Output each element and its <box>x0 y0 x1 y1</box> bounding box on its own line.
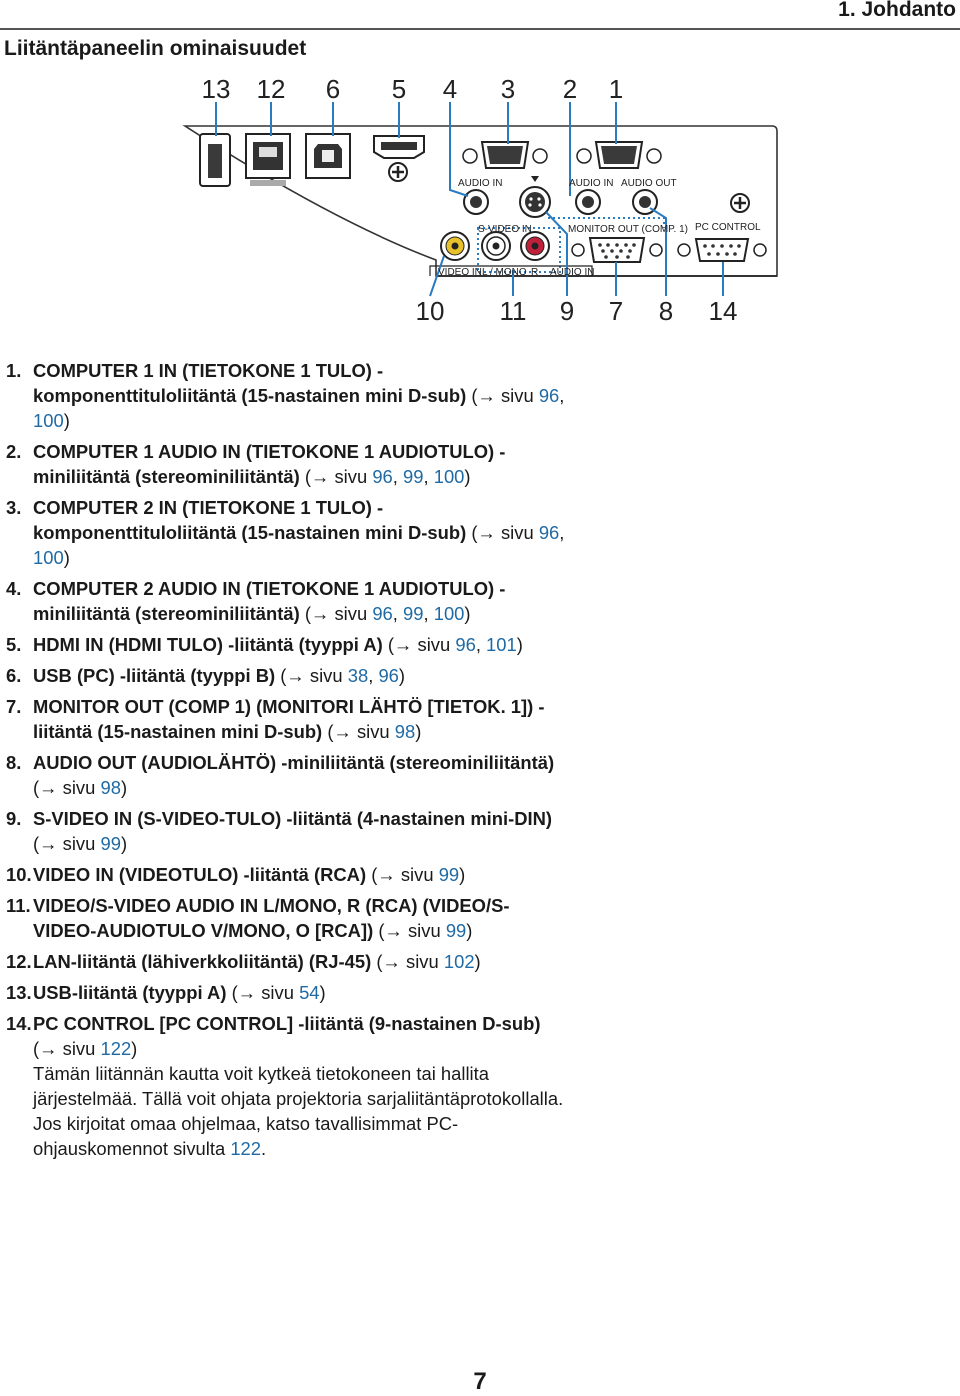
callout-8: 8 <box>658 296 674 326</box>
callout-3: 3 <box>500 74 516 104</box>
audio-r-rca-icon <box>521 232 549 260</box>
page-reference: (→ sivu 96, 100) <box>33 385 565 431</box>
page-link[interactable]: 99 <box>438 864 460 885</box>
page-reference: (→ sivu 38, 96) <box>280 665 406 686</box>
item-body <box>33 495 566 570</box>
arrow-icon: → <box>377 864 396 885</box>
page-reference: (→ sivu 98) <box>327 721 422 742</box>
note-text: Tämän liitännän kautta voit kytkeä tietokoneen tai hallita järjestelmää. Tällä voit ohjata projektoria sarjaliitäntäprotokollalla. Jos kirjoitat omaa ohjelmaa, katso tavallisimmat PC-ohjauskomennot sivulta <box>33 1063 564 1159</box>
arrow-icon: → <box>310 603 330 624</box>
item-body <box>33 750 566 800</box>
item-index: 2. <box>6 441 22 462</box>
callout-4: 4 <box>442 74 458 104</box>
item-text: COMPUTER 2 IN (TIETOKONE 1 TULO) -komponenttituloliitäntä (15-nastainen mini D-sub) <box>33 497 467 543</box>
arrow-icon: → <box>384 920 403 941</box>
arrow-icon: → <box>310 466 330 487</box>
callout-7: 7 <box>608 296 624 326</box>
ref-word: sivu <box>356 721 390 742</box>
arrow-icon: → <box>333 721 352 742</box>
item-body <box>33 949 566 974</box>
ref-word: sivu <box>406 951 439 972</box>
item-body <box>33 439 566 489</box>
page-reference: (→ sivu 99) <box>33 833 128 854</box>
chapter-title: 1. Johdanto <box>838 0 956 21</box>
item-index: 5. <box>6 634 22 655</box>
item-text: AUDIO OUT (AUDIOLÄHTÖ) -miniliitäntä (stereominiliitäntä) <box>33 752 555 773</box>
callout-10: 10 <box>415 296 445 326</box>
item-text: USB-liitäntä (tyyppi A) <box>33 982 227 1003</box>
page-link[interactable]: 96 <box>372 466 393 487</box>
page-link[interactable]: 98 <box>100 777 121 798</box>
label-r: R <box>531 267 539 278</box>
page-reference: (→ sivu 102) <box>376 951 481 972</box>
page-link[interactable]: 98 <box>394 721 416 742</box>
page-reference: (→ sivu 99) <box>378 920 473 941</box>
ref-word: sivu <box>407 920 441 941</box>
item-index: 8. <box>6 752 22 773</box>
item-text: S-VIDEO IN (S-VIDEO-TULO) -liitäntä (4-nastainen mini-DIN) <box>33 808 553 829</box>
page-link[interactable]: 54 <box>299 982 320 1003</box>
ref-word: sivu <box>500 522 534 543</box>
item-note: Tämän liitännän kautta voit kytkeä tietokoneen tai hallita järjestelmää. Tällä voit ohjata projektoria sarjaliitäntäprotokollalla. Jos kirjoitat omaa ohjelmaa, katso tavallisimmat PC-ohjauskomennot sivulta 122. <box>33 1063 564 1159</box>
page-reference: (→ sivu 96, 100) <box>33 522 565 568</box>
page-number: 7 <box>473 1368 487 1395</box>
list-item <box>6 576 566 626</box>
arrow-icon: → <box>286 665 305 686</box>
page-link[interactable]: 38 <box>347 665 369 686</box>
page-reference: (→ sivu 98) <box>33 777 128 798</box>
ground-screw-icon <box>389 163 407 181</box>
item-index: 9. <box>6 808 22 829</box>
ref-word: sivu <box>400 864 434 885</box>
page-reference: (→ sivu 96, 99, 100) <box>304 603 471 624</box>
label-audio-in-rca: AUDIO IN <box>550 267 595 278</box>
label-l-mono: L / MONO <box>482 267 527 278</box>
callout-14: 14 <box>708 296 738 326</box>
usb-a-port-icon <box>200 134 230 186</box>
page-link[interactable]: 101 <box>486 634 517 655</box>
item-text: COMPUTER 1 IN (TIETOKONE 1 TULO) -komponenttituloliitäntä (15-nastainen mini D-sub) <box>33 360 467 406</box>
item-index: 1. <box>6 360 22 381</box>
ref-word: sivu <box>334 603 368 624</box>
arrow-icon: → <box>382 951 401 972</box>
list-item <box>6 806 566 856</box>
page-link[interactable]: 100 <box>33 547 64 568</box>
arrow-icon: → <box>39 833 58 854</box>
item-text: USB (PC) -liitäntä (tyyppi B) <box>33 665 276 686</box>
page-link[interactable]: 99 <box>403 603 424 624</box>
ref-word: sivu <box>500 385 534 406</box>
item-index: 11. <box>6 895 31 916</box>
item-body <box>33 862 566 887</box>
page-link[interactable]: 100 <box>33 410 64 431</box>
item-index: 10. <box>6 864 32 885</box>
item-index: 3. <box>6 497 22 518</box>
callout-11: 11 <box>499 296 527 326</box>
item-text: HDMI IN (HDMI TULO) -liitäntä (tyyppi A) <box>33 634 383 655</box>
page-link[interactable]: 99 <box>100 833 121 854</box>
page-link[interactable]: 96 <box>372 603 393 624</box>
label-audio-in-1: AUDIO IN <box>569 178 614 189</box>
arrow-icon: → <box>39 1038 58 1059</box>
item-text: LAN-liitäntä (lähiverkkoliitäntä) (RJ-45) <box>33 951 372 972</box>
arrow-icon: → <box>477 385 496 406</box>
item-body <box>33 576 566 626</box>
callout-1: 1 <box>608 74 624 104</box>
page-link[interactable]: 96 <box>538 385 560 406</box>
callout-13: 13 <box>201 74 231 104</box>
connector-list <box>6 358 566 1167</box>
arrow-icon: → <box>393 634 413 655</box>
usb-b-port-icon <box>306 134 350 178</box>
page-link[interactable]: 96 <box>455 634 476 655</box>
list-item <box>6 750 566 800</box>
page-heading: Liitäntäpaneelin ominaisuudet <box>4 37 307 60</box>
page-link[interactable]: 99 <box>403 466 424 487</box>
item-index: 13. <box>6 982 32 1003</box>
video-in-rca-icon <box>441 232 469 260</box>
list-item <box>6 495 566 570</box>
item-body <box>33 980 566 1005</box>
page-link[interactable]: 99 <box>445 920 467 941</box>
item-index: 14. <box>6 1013 32 1034</box>
item-text: COMPUTER 2 AUDIO IN (TIETOKONE 1 AUDIOTULO) -miniliitäntä (stereominiliitäntä) <box>33 578 506 624</box>
page-reference: (→ sivu 54) <box>231 982 326 1003</box>
hdmi-port-icon <box>374 136 424 158</box>
list-item <box>6 358 566 433</box>
page-reference: (→ sivu 99) <box>371 864 466 885</box>
ref-word: sivu <box>334 466 368 487</box>
page-link[interactable]: 96 <box>538 522 560 543</box>
list-item <box>6 862 566 887</box>
list-item <box>6 439 566 489</box>
item-index: 12. <box>6 951 32 972</box>
page-link[interactable]: 122 <box>230 1138 262 1159</box>
callout-5: 5 <box>391 74 407 104</box>
item-body <box>33 358 566 433</box>
ground-screw-icon <box>731 194 749 212</box>
page-reference: (→ sivu 96, 99, 100) <box>304 466 471 487</box>
arrow-icon: → <box>237 982 257 1003</box>
connector-panel-diagram <box>0 0 960 340</box>
item-index: 7. <box>6 696 22 717</box>
label-s-video-in: S-VIDEO IN <box>478 224 532 235</box>
label-monitor-out: MONITOR OUT (COMP. 1) <box>568 224 689 235</box>
callout-12: 12 <box>256 74 286 104</box>
page-link[interactable]: 122 <box>100 1038 132 1059</box>
callout-2: 2 <box>562 74 578 104</box>
audio-l-rca-icon <box>482 232 510 260</box>
item-body <box>33 632 566 657</box>
label-pc-control: PC CONTROL <box>695 222 761 233</box>
page-link[interactable]: 100 <box>433 603 465 624</box>
label-video-in: VIDEO IN <box>438 267 482 278</box>
page-link[interactable]: 102 <box>443 951 475 972</box>
item-body <box>33 893 566 943</box>
list-item <box>6 694 566 744</box>
item-body <box>33 694 566 744</box>
item-index: 6. <box>6 665 22 686</box>
audio-in-2-jack-icon <box>464 190 488 214</box>
ref-word: sivu <box>62 777 96 798</box>
list-item <box>6 663 566 688</box>
item-text: VIDEO/S-VIDEO AUDIO IN L/MONO, R (RCA) (VIDEO/S-VIDEO-AUDIOTULO V/MONO, O [RCA]) <box>33 895 510 941</box>
item-text: MONITOR OUT (COMP 1) (MONITORI LÄHTÖ [TIETOK. 1]) -liitäntä (15-nastainen mini D-sub) <box>33 696 545 742</box>
ref-word: sivu <box>417 634 451 655</box>
page-link[interactable]: 96 <box>378 665 399 686</box>
list-item <box>6 632 566 657</box>
item-body <box>33 806 566 856</box>
label-audio-out: AUDIO OUT <box>621 178 677 189</box>
lan-port-icon <box>246 134 290 186</box>
arrow-icon: → <box>39 777 58 798</box>
list-item <box>6 980 566 1005</box>
page-reference: (→ sivu 122) <box>33 1038 138 1059</box>
item-text: PC CONTROL [PC CONTROL] -liitäntä (9-nastainen D-sub) <box>33 1013 541 1034</box>
item-body <box>33 663 566 688</box>
item-index: 4. <box>6 578 22 599</box>
callout-9: 9 <box>559 296 575 326</box>
item-text: COMPUTER 1 AUDIO IN (TIETOKONE 1 AUDIOTULO) -miniliitäntä (stereominiliitäntä) <box>33 441 506 487</box>
ref-word: sivu <box>62 1038 96 1059</box>
page-link[interactable]: 100 <box>433 466 465 487</box>
list-item <box>6 949 566 974</box>
list-item <box>6 893 566 943</box>
ref-word: sivu <box>261 982 294 1003</box>
arrow-icon: → <box>477 522 496 543</box>
audio-in-1-jack-icon <box>576 190 600 214</box>
item-body <box>33 1011 566 1161</box>
callout-6: 6 <box>325 74 341 104</box>
label-audio-in-2: AUDIO IN <box>458 178 503 189</box>
ref-word: sivu <box>309 665 343 686</box>
page-reference: (→ sivu 96, 101) <box>387 634 523 655</box>
item-text: VIDEO IN (VIDEOTULO) -liitäntä (RCA) <box>33 864 367 885</box>
list-item <box>6 1011 566 1161</box>
ref-word: sivu <box>62 833 96 854</box>
